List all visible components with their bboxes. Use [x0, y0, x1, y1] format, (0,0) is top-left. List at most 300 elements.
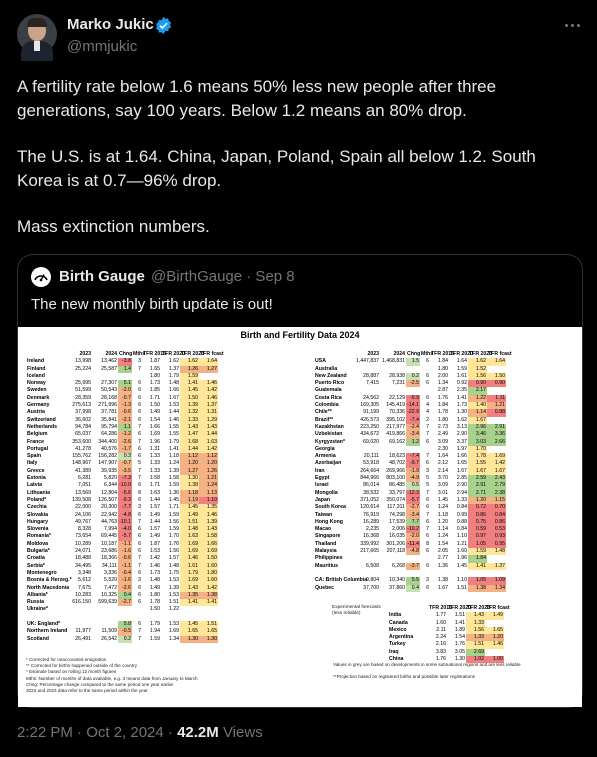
quoted-tweet[interactable] [17, 254, 583, 708]
table-cell: 12,804 [101, 489, 117, 496]
table-cell: 1.19 [180, 497, 199, 504]
table-cell: 0.5 [406, 482, 420, 489]
table-cell: 1.52 [468, 366, 487, 373]
author-name[interactable]: Marko Jukic [67, 16, 154, 33]
table-cell: 1.31 [199, 409, 218, 416]
table-cell-region: Macao [315, 526, 332, 533]
table-cell [406, 366, 420, 373]
table-cell: 2 [426, 416, 429, 423]
table-cell: 1.71 [168, 504, 179, 511]
table-cell: 1.48 [180, 526, 199, 533]
table-cell: 64,286 [101, 431, 117, 438]
table-cell: 5 [138, 460, 141, 467]
table-row [26, 563, 218, 570]
table-cell: 13,569 [75, 489, 91, 496]
table-cell: 339,992 [360, 540, 379, 547]
table-cell: 6,508 [366, 562, 379, 569]
table-cell: 1.67 [487, 468, 506, 475]
table-cell-region: Albania* [27, 591, 48, 598]
table-cell: 7,051 [78, 482, 91, 489]
table-cell [487, 555, 506, 562]
table-cell: 1.18 [437, 511, 448, 518]
table-cell: 1.02 [466, 656, 485, 663]
table-cell: 0.2 [406, 373, 420, 380]
table-cell-region: Montenegro [27, 569, 57, 576]
table-cell: 6 [138, 599, 141, 606]
table-row [314, 366, 506, 373]
table-cell-region: Armenia [315, 453, 336, 460]
table-cell: 1.14 [437, 526, 448, 533]
table-cell: 7 [426, 453, 429, 460]
table-cell: 1.24 [199, 482, 218, 489]
quoted-image-birth-data-table[interactable] [18, 327, 582, 707]
table-cell-region: Philippines [315, 555, 343, 562]
table-cell: 7 [138, 475, 141, 482]
table-cell: 7 [138, 423, 141, 430]
table-cell: 0.75 [468, 519, 487, 526]
table-cell: 1.63 [180, 533, 199, 540]
table-cell: 6 [138, 584, 141, 591]
table-row [314, 475, 506, 482]
table-cell: 0.90 [468, 380, 487, 387]
more-options-icon[interactable] [563, 18, 583, 32]
table-cell: 1.96 [456, 555, 467, 562]
table-header-cell: Mths [421, 351, 434, 357]
table-header-cell: Mths [133, 351, 146, 357]
table-cell [406, 387, 420, 394]
table-cell: 2.87 [437, 387, 448, 394]
table-cell: 169,305 [360, 402, 379, 409]
table-cell: -2.6 [118, 585, 132, 592]
table-cell: 0.70 [487, 504, 506, 511]
table-cell-region: Spain [27, 453, 42, 460]
table-cell: -5.7 [406, 497, 420, 504]
table-cell: 1.78 [149, 599, 160, 606]
table-row [26, 395, 218, 402]
table-cell: 1.65 [180, 628, 199, 635]
table-cell: 1.41 [168, 445, 179, 452]
table-cell: 1.89 [454, 626, 465, 633]
table-cell: 1.21 [487, 402, 506, 409]
table-cell: 5.5 [406, 577, 420, 584]
table-cell: 2.96 [468, 424, 487, 431]
table-cell: 1.34 [437, 380, 448, 387]
table-header-cell: TFR 2015 [431, 351, 455, 357]
table-cell: 1.55 [168, 431, 179, 438]
table-cell [430, 570, 449, 577]
table-row [26, 453, 218, 460]
table-cell: 1.59 [168, 511, 179, 518]
table-cell: -2.4 [406, 424, 420, 431]
table-cell: 1.73 [149, 569, 160, 576]
table-cell: 1.41 [456, 394, 467, 401]
footnote-line: **Projection based on registered births and possible later registrations [333, 674, 475, 680]
table-cell [66, 614, 92, 621]
table-footnotes [26, 657, 198, 694]
table-cell: 6,268 [392, 562, 405, 569]
footnote-line: 2023 and 2024 data refer to the same period within the year [26, 688, 148, 694]
table-cell-region: Egypt [315, 475, 330, 482]
table-row [314, 453, 506, 460]
table-cell: 1.73 [149, 380, 160, 387]
table-cell: 1.42 [199, 585, 218, 592]
table-cell: 145,419 [386, 402, 405, 409]
table-cell: 0.95 [487, 541, 506, 548]
table-cell: 1.50 [180, 395, 199, 402]
table-cell: 1.45 [168, 496, 179, 503]
table-cell [420, 555, 430, 562]
table-cell: 2.24 [435, 634, 446, 641]
table-cell: 6 [138, 533, 141, 540]
quoted-author-name[interactable]: Birth Gauge [59, 268, 145, 285]
table-cell: 18,623 [389, 453, 405, 460]
experimental-forecast-table [388, 605, 510, 663]
table-cell: 10,340 [389, 577, 405, 584]
table-row [26, 548, 218, 555]
table-cell-region: Latvia [27, 482, 42, 489]
table-cell-region: Iceland [27, 372, 45, 379]
table-row [26, 424, 218, 431]
table-cell-region: Thailand [315, 540, 337, 547]
table-cell: 1.15 [487, 497, 506, 504]
table-cell [485, 649, 504, 656]
table-cell-region: Kazakhstan [315, 423, 344, 430]
table-row [26, 606, 218, 613]
quoted-author-handle[interactable]: @BirthGauge · Sep 8 [151, 268, 295, 285]
table-cell: 1.84 [437, 358, 448, 365]
table-row [314, 497, 506, 504]
table-cell: 1.71 [149, 394, 160, 401]
table-cell-region: France [27, 438, 45, 445]
table-cell: 1.69 [180, 548, 199, 555]
table-cell: 207,118 [386, 548, 405, 555]
table-cell: 1.76 [435, 656, 446, 663]
table-cell: 1.30 [180, 636, 199, 643]
table-cell: 1.26 [199, 468, 218, 475]
table-cell: 1.46 [149, 562, 160, 569]
table-cell: 1.73 [456, 402, 467, 409]
table-cell-region: Kyrgyzstan* [315, 438, 345, 445]
table-cell: 1.42 [487, 460, 506, 467]
table-cell: 1.53 [168, 577, 179, 584]
table-row [314, 548, 506, 555]
table-cell: 1,468,831 [381, 358, 405, 365]
table-cell [487, 417, 506, 424]
table-row [26, 570, 218, 577]
table-row [26, 585, 218, 592]
table-cell: 139,508 [72, 496, 91, 503]
quoted-author-avatar[interactable] [31, 267, 51, 287]
table-cell-region: Moldova [27, 540, 49, 547]
table-row [26, 533, 218, 540]
table-cell: 1.11 [487, 395, 506, 402]
table-cell: 10,187 [101, 540, 117, 547]
table-cell: 1.87 [149, 540, 160, 547]
table-row [26, 577, 218, 584]
table-cell: 69,020 [363, 438, 379, 445]
table-cell-region: Denmark [27, 394, 50, 401]
table-cell: -12.3 [407, 489, 419, 496]
table-cell: 0.97 [468, 533, 487, 540]
table-cell: 1.70 [468, 446, 487, 453]
table-cell: 3.37 [456, 438, 467, 445]
table-cell: 1.80 [199, 570, 218, 577]
table-cell: 7 [138, 555, 141, 562]
table-footnotes-right [333, 662, 521, 681]
table-cell-region: Germany [27, 402, 50, 409]
table-cell-region: Ireland [27, 358, 45, 365]
table-header-cell: TFR 2023 [467, 605, 491, 611]
table-row [314, 512, 506, 519]
table-cell: 7,231 [392, 380, 405, 387]
table-cell: 1.68 [180, 439, 199, 446]
table-cell: 3.13 [456, 423, 467, 430]
table-cell [66, 373, 92, 380]
table-cell: 844,966 [360, 475, 379, 482]
table-row [314, 358, 506, 365]
table-cell: 11,977 [75, 628, 91, 635]
table-cell: -5.6 [118, 490, 132, 497]
table-cell: 1.12 [199, 453, 218, 460]
table-cell: 275,613 [72, 402, 91, 409]
footnote-line: Chng: Percentage change compared to the same period one year earlier [26, 681, 174, 687]
table-cell-region: UK: England* [27, 620, 61, 627]
table-cell: 1.49 [149, 533, 160, 540]
table-cell: 1.27 [199, 366, 218, 373]
table-cell: 1.48 [487, 548, 506, 555]
table-cell: 1.22 [468, 395, 487, 402]
table-cell: 6 [138, 445, 141, 452]
table-cell: 22,000 [75, 504, 91, 511]
table-cell: 1.80 [149, 591, 160, 598]
table-row [314, 577, 506, 584]
table-cell: -9.9 [406, 395, 420, 402]
table-cell: 1.53 [149, 548, 160, 555]
table-cell: 1.56 [168, 518, 179, 525]
table-cell: 6 [138, 540, 141, 547]
table-cell: 3.05 [454, 648, 465, 655]
table-cell: 7,472 [104, 584, 117, 591]
table-cell: 1.56 [468, 373, 487, 380]
table-cell-region: CA: British Columbia [315, 577, 368, 584]
table-cell: 1.49 [485, 612, 504, 619]
table-cell: 1.38 [437, 577, 448, 584]
table-cell: 6 [426, 438, 429, 445]
table-cell: 1.65 [456, 460, 467, 467]
table-cell: 27,307 [101, 380, 117, 387]
table-cell: 1.34 [487, 585, 506, 592]
table-cell: 5,820 [104, 475, 117, 482]
table-cell: 616,150 [72, 599, 91, 606]
table-row [26, 482, 218, 489]
table-cell: 1.70 [168, 533, 179, 540]
table-cell-region: Slovenia [27, 526, 49, 533]
table-cell: 0.84 [487, 512, 506, 519]
table-cell: -1.1 [118, 541, 132, 548]
table-cell: 1.09 [487, 577, 506, 584]
table-cell: -5.7 [118, 533, 132, 540]
table-cell: 0.72 [468, 504, 487, 511]
table-cell: 24,071 [75, 548, 91, 555]
table-row [26, 599, 218, 606]
table-cell: 1.51 [180, 519, 199, 526]
table-cell: 1.46 [180, 555, 199, 562]
table-cell: 17,539 [389, 518, 405, 525]
table-cell: 1.84 [437, 402, 448, 409]
author-avatar[interactable] [17, 14, 57, 54]
table-cell: 1.46 [199, 395, 218, 402]
author-handle[interactable]: @mmjukic [67, 38, 138, 55]
table-cell: 1.2 [406, 439, 420, 446]
table-cell: 1.05 [468, 577, 487, 584]
table-cell: 95,794 [101, 423, 117, 430]
table-cell: 0.3 [118, 453, 132, 460]
table-cell: 2.30 [437, 445, 448, 452]
table-cell: -10.2 [407, 526, 419, 533]
table-cell: 6,281 [78, 475, 91, 482]
table-cell: 0.4 [118, 592, 132, 599]
table-cell [380, 366, 406, 373]
table-cell: 6 [138, 394, 141, 401]
table-row [388, 627, 504, 634]
table-cell: 1.43 [199, 526, 218, 533]
table-header-cell: TFR 2015 [143, 351, 167, 357]
table-cell: 1.33 [466, 620, 485, 627]
table-cell [449, 570, 468, 577]
table-cell: 7 [138, 562, 141, 569]
table-cell: 7 [138, 628, 141, 635]
table-cell: 3,336 [104, 569, 117, 576]
table-cell [66, 621, 92, 628]
table-cell: 1.44 [199, 431, 218, 438]
table-cell: 65,037 [75, 431, 91, 438]
table-cell-region: Norway [27, 380, 46, 387]
table-row [26, 460, 218, 467]
table-cell: 1.54 [149, 416, 160, 423]
table-cell: 1.65 [199, 628, 218, 635]
table-cell: 2.71 [468, 490, 487, 497]
table-row [26, 439, 218, 446]
table-cell: 1.51 [454, 612, 465, 619]
table-cell-region: Azerbaijan [315, 460, 342, 467]
table-header-cell [26, 351, 66, 358]
table-cell: 271,996 [98, 402, 117, 409]
table-cell: 2.59 [468, 475, 487, 482]
table-cell: 10,325 [101, 591, 117, 598]
table-cell: 20,300 [101, 504, 117, 511]
table-cell [132, 614, 142, 621]
table-cell: -7.4 [406, 453, 420, 460]
table-cell: 120,614 [360, 504, 379, 511]
table-cell: -11.4 [407, 540, 419, 547]
tweet-paragraph-1: A fertility rate below 1.6 means 50% less new people after three generations, say 100 years. Below 1.2 means an 80% drop. [17, 77, 497, 120]
table-cell: 217,977 [386, 423, 405, 430]
table-cell: 2.14 [437, 467, 448, 474]
tweet-paragraph-3: Mass extinction numbers. [17, 217, 210, 236]
table-cell-region: South Korea [315, 504, 346, 511]
table-cell: 1.33 [149, 453, 160, 460]
table-cell: 25,995 [75, 380, 91, 387]
table-cell: 1.80 [437, 365, 448, 372]
table-cell: 6 [138, 453, 141, 460]
table-cell-region: Hong Kong [315, 518, 343, 525]
table-cell-region: Hungary [27, 518, 49, 525]
table-cell-region: Iraq [389, 648, 399, 655]
table-cell-region: Chile** [315, 409, 332, 416]
tweet-text [17, 75, 582, 262]
table-header-cell: 2024 [105, 351, 117, 357]
table-cell: 1.97 [456, 445, 467, 452]
table-cell: 1.47 [180, 431, 199, 438]
table-cell-region: Sweden [27, 387, 47, 394]
table-cell: 1.41 [454, 619, 465, 626]
table-cell: 1.20 [468, 497, 487, 504]
table-cell: 1.62 [468, 358, 487, 365]
table-cell: 1.54 [437, 540, 448, 547]
table-cell: 2.11 [436, 626, 446, 633]
table-row [314, 519, 506, 526]
table-cell: 1.00 [485, 656, 504, 663]
table-cell: -3.4 [406, 512, 420, 519]
table-cell: 0.88 [456, 518, 467, 525]
table-row [26, 555, 218, 562]
table-cell: 1.76 [437, 394, 448, 401]
table-cell [66, 606, 92, 613]
table-cell: 6 [426, 504, 429, 511]
table-cell: 16,368 [363, 533, 379, 540]
table-cell: 3.03 [468, 439, 487, 446]
footnote-line: * Corrected for unaccounted emigration [26, 657, 107, 662]
table-cell-region: Romania* [27, 533, 51, 540]
view-count: 42.2M [177, 724, 219, 741]
table-row [314, 409, 506, 416]
table-row [314, 490, 506, 497]
views-label: Views [218, 724, 263, 741]
table-cell: 1.43 [180, 424, 199, 431]
table-cell: 1.38 [180, 482, 199, 489]
table-cell: 1.20 [485, 634, 504, 641]
table-cell: 0.59 [468, 526, 487, 533]
table-cell [199, 606, 218, 613]
table-header-cell: TFR 2020 [448, 605, 472, 611]
table-cell: 6 [138, 511, 141, 518]
table-cell-region: Georgia [315, 445, 335, 452]
table-cell: 2.90 [456, 482, 467, 489]
table-cell: 6 [426, 496, 429, 503]
table-cell: 0.93 [487, 533, 506, 540]
table-cell-region: Mauritius [315, 562, 339, 569]
table-cell: 1.58 [199, 533, 218, 540]
table-cell: -0.5 [118, 628, 132, 635]
table-cell: 1.67 [437, 584, 448, 591]
table-cell: 1.45 [180, 621, 199, 628]
table-cell: 1.33 [180, 417, 199, 424]
table-row [388, 612, 504, 619]
tweet-timestamp[interactable]: 2:22 PM · Oct 2, 2024 · [17, 724, 178, 741]
table-cell-region: Argentina [389, 634, 414, 641]
table-cell: 6 [138, 431, 141, 438]
table-cell: 1.51 [199, 621, 218, 628]
table-cell [420, 387, 430, 394]
table-row [314, 526, 506, 533]
table-cell: 7 [138, 467, 141, 474]
table-cell: 6,344 [104, 482, 117, 489]
table-cell-region: Bulgaria* [27, 548, 50, 555]
table-row [26, 490, 218, 497]
table-cell-region: Russia [27, 599, 45, 606]
table-cell: 6 [138, 496, 141, 503]
table-cell: 1.42 [149, 555, 160, 562]
